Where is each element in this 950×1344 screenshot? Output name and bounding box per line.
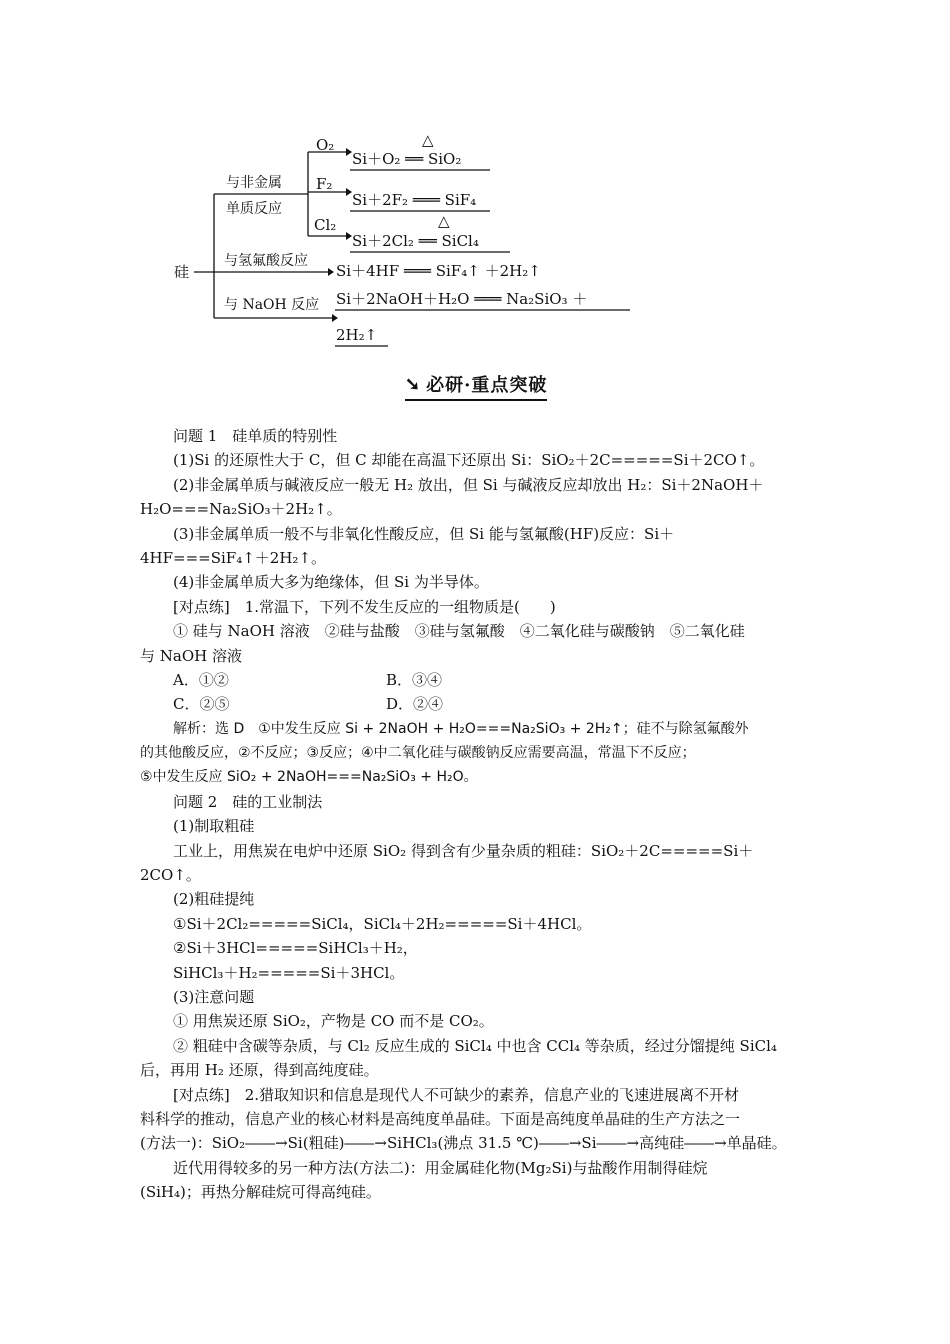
- text-line: (3)注意问题: [173, 987, 255, 1006]
- option-c: C．②⑤: [173, 695, 230, 714]
- hf-label: 与氢氟酸反应: [224, 253, 308, 269]
- cl2-reaction: Si＋2Cl₂ ══ SiCl₄: [352, 232, 479, 250]
- practice-2-question: [对点练] 2.猎取知识和信息是现代人不可缺少的素养，信息产业的飞速进展离不开材: [173, 1085, 740, 1104]
- naoh-reaction-1: Si＋2NaOH＋H₂O ═══ Na₂SiO₃ ＋: [336, 290, 588, 308]
- option-d: D．②④: [386, 695, 444, 714]
- text-line: (4)非金属单质大多为绝缘体，但 Si 为半导体。: [173, 573, 489, 592]
- branch-nonmetal-label-1: 与非金属: [226, 175, 282, 191]
- question-1-heading: 问题 1 硅单质的特别性: [173, 427, 338, 445]
- options-row: [140, 692, 812, 716]
- option-a: A．①②: [173, 670, 229, 689]
- naoh-label: 与 NaOH 反应: [224, 297, 320, 313]
- text-line: 料科学的推动，信息产业的核心材料是高纯度单晶硅。下面是高纯度单晶硅的生产方法之一: [140, 1109, 741, 1128]
- text-line: 的其他酸反应，②不反应；③反应；④中二氧化硅与碳酸钠反应需要高温，常温下不反应；: [140, 745, 696, 762]
- cl2-condition: △: [438, 212, 450, 230]
- o2-condition: △: [422, 131, 434, 149]
- text-line: ①Si＋2Cl₂=====SiCl₄，SiCl₄＋2H₂=====Si＋4HCl。: [173, 914, 592, 933]
- option-b: B．③④: [386, 670, 443, 689]
- branch-nonmetal-label-2: 单质反应: [226, 201, 282, 217]
- practice-1-question: [对点练] 1.常温下，下列不发生反应的一组物质是( ): [173, 597, 556, 616]
- hf-reaction: Si＋4HF ═══ SiF₄↑ ＋2H₂↑: [336, 262, 541, 280]
- question-2-heading: 问题 2 硅的工业制法: [173, 792, 323, 811]
- text-line: 近代用得较多的另一种方法(方法二)：用金属硅化物(Mg₂Si)与盐酸作用制得硅烷: [173, 1158, 708, 1177]
- answer-analysis: 解析：选 D ①中发生反应 Si + 2NaOH + H₂O===Na₂SiO₃ + 2H₂↑；硅不与除氢氟酸外: [173, 720, 749, 737]
- text-line: ② 粗硅中含碳等杂质，与 Cl₂ 反应生成的 SiCl₄ 中也含 CCl₄ 等杂质，经过分馏提纯 SiCl₄: [173, 1036, 777, 1055]
- o2-label: O₂: [316, 136, 335, 154]
- options-row: [140, 668, 812, 692]
- text-line: (1)Si 的还原性大于 C，但 C 却能在高温下还原出 Si：SiO₂＋2C=====Si＋2CO↑。: [173, 451, 765, 470]
- text-line: 2CO↑。: [140, 866, 201, 885]
- text-line: ②Si＋3HCl=====SiHCl₃＋H₂，: [173, 939, 418, 958]
- text-line: (方法一)：SiO₂――→Si(粗硅)――→SiHCl₃(沸点 31.5 ℃)――→Si――→高纯硅――→单晶硅。: [140, 1134, 787, 1153]
- text-line: (1)制取粗硅: [173, 817, 255, 836]
- naoh-reaction-2: 2H₂↑: [336, 326, 378, 344]
- cl2-label: Cl₂: [314, 216, 337, 234]
- text-line: ① 用焦炭还原 SiO₂，产物是 CO 而不是 CO₂。: [173, 1012, 494, 1031]
- text-line: 后，再用 H₂ 还原，得到高纯度硅。: [140, 1061, 379, 1080]
- section-header: [405, 370, 547, 401]
- text-line: (2)非金属单质与碱液反应一般无 H₂ 放出，但 Si 与碱液反应却放出 H₂：Si＋2NaOH＋: [173, 475, 764, 494]
- f2-reaction: Si＋2F₂ ═══ SiF₄: [352, 191, 477, 209]
- silicon-reaction-diagram: [160, 128, 640, 358]
- text-line: (3)非金属单质一般不与非氧化性酸反应，但 Si 能与氢氟酸(HF)反应：Si＋: [173, 524, 675, 543]
- text-line: (2)粗硅提纯: [173, 890, 255, 909]
- text-line: ① 硅与 NaOH 溶液 ②硅与盐酸 ③硅与氢氟酸 ④二氧化硅与碳酸钠 ⑤二氧化硅: [173, 622, 745, 641]
- diagram-root: 硅: [174, 263, 190, 281]
- text-line: 工业上，用焦炭在电炉中还原 SiO₂ 得到含有少量杂质的粗硅：SiO₂＋2C=====Si＋: [173, 841, 754, 860]
- o2-reaction: Si＋O₂ ══ SiO₂: [352, 150, 462, 168]
- text-line: 与 NaOH 溶液: [140, 646, 242, 665]
- body-text: [140, 424, 812, 1205]
- arrow-down-right-icon: ➘: [405, 373, 421, 395]
- text-line: 4HF===SiF₄↑＋2H₂↑。: [140, 548, 327, 567]
- f2-label: F₂: [316, 175, 333, 193]
- section-title: 必研·重点突破: [426, 375, 548, 396]
- text-line: H₂O===Na₂SiO₃＋2H₂↑。: [140, 500, 342, 519]
- text-line: (SiH₄)；再热分解硅烷可得高纯硅。: [140, 1183, 381, 1202]
- text-line: ⑤中发生反应 SiO₂ + 2NaOH===Na₂SiO₃ + H₂O。: [140, 769, 478, 786]
- text-line: SiHCl₃＋H₂=====Si＋3HCl。: [173, 963, 405, 982]
